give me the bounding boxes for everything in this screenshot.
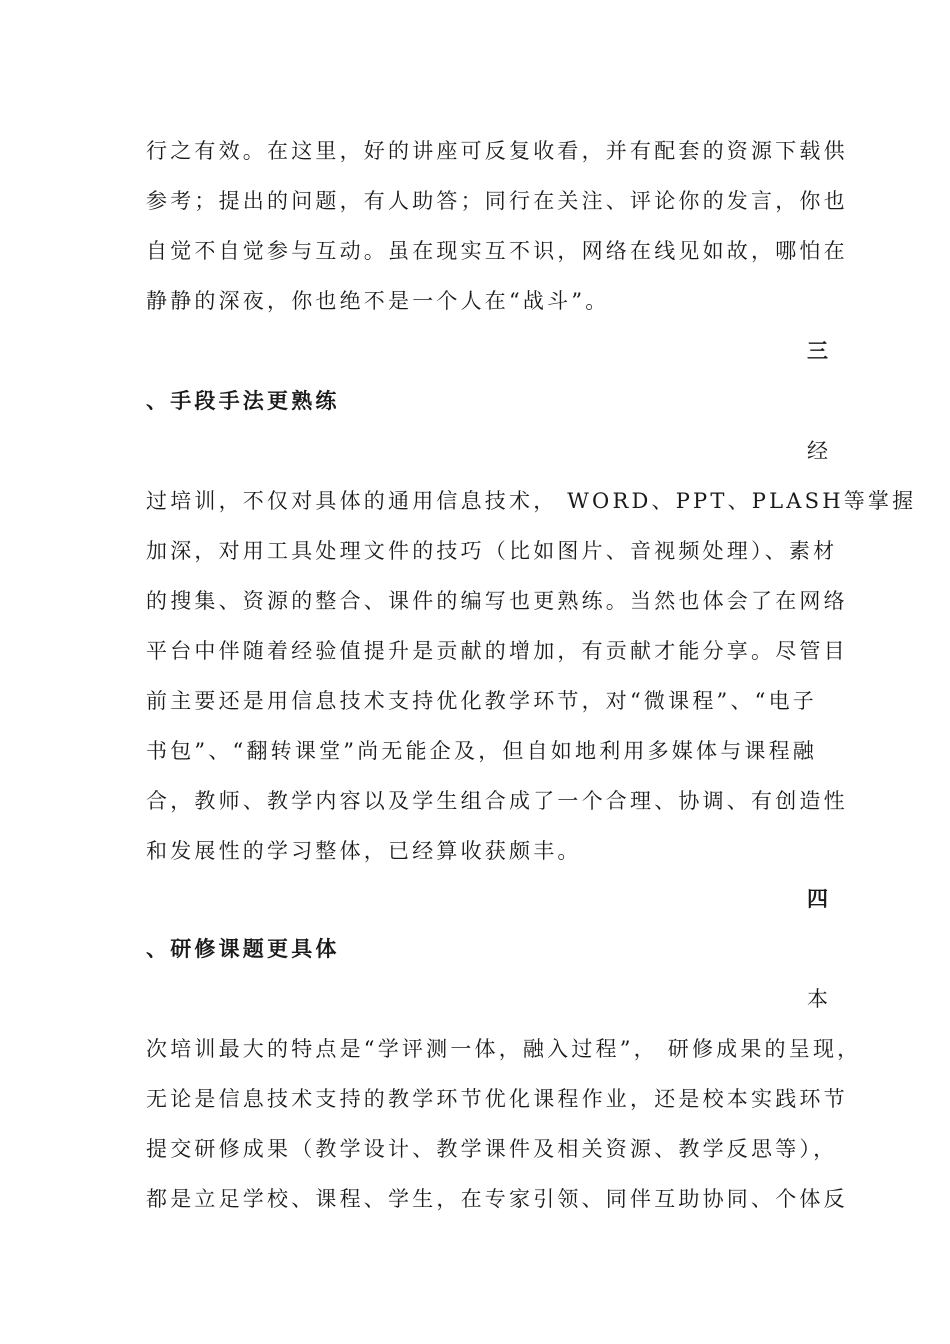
text-line: 自觉不自觉参与互动。虽在现实互不识，网络在线见如故，哪怕在 xyxy=(146,239,848,263)
text-line: 前主要还是用信息技术支持优化教学环节，对“微课程”、“电子 xyxy=(146,689,818,713)
text-line: 静静的深夜，你也绝不是一个人在“战斗”。 xyxy=(146,289,610,313)
text-line: 参考；提出的问题，有人助答；同行在关注、评论你的发言，你也 xyxy=(146,189,848,213)
text-line: 行之有效。在这里，好的讲座可反复收看，并有配套的资源下载供 xyxy=(146,139,848,163)
paragraph-lead-char: 经 xyxy=(807,439,828,463)
text-line: 过培训，不仅对具体的通用信息技术， WORD、PPT、PLASH等掌握 xyxy=(146,489,917,513)
text-line: 无论是信息技术支持的教学环节优化课程作业，还是校本实践环节 xyxy=(146,1087,848,1111)
paragraph-lead-char: 本 xyxy=(807,987,828,1011)
text-line: 和发展性的学习整体，已经算收获颇丰。 xyxy=(146,839,582,863)
text-line: 次培训最大的特点是“学评测一体，融入过程”， 研修成果的呈现， xyxy=(146,1037,862,1061)
section-heading: 、手段手法更熟练 xyxy=(146,388,340,413)
section-number: 三 xyxy=(807,338,828,363)
section-number: 四 xyxy=(807,886,828,911)
text-line: 平台中伴随着经验值提升是贡献的增加，有贡献才能分享。尽管目 xyxy=(146,639,848,663)
text-line: 提交研修成果（教学设计、教学课件及相关资源、教学反思等）， xyxy=(146,1137,838,1161)
text-line: 的搜集、资源的整合、课件的编写也更熟练。当然也体会了在网络 xyxy=(146,589,848,613)
text-line: 加深，对用工具处理文件的技巧（比如图片、音视频处理）、素材 xyxy=(146,539,838,563)
text-line: 合，教师、教学内容以及学生组合成了一个合理、协调、有创造性 xyxy=(146,789,848,813)
text-line: 书包”、“翻转课堂”尚无能企及，但自如地利用多媒体与课程融 xyxy=(146,739,818,763)
section-heading: 、研修课题更具体 xyxy=(146,936,340,961)
text-line: 都是立足学校、课程、学生，在专家引领、同伴互助协同、个体反 xyxy=(146,1187,848,1211)
